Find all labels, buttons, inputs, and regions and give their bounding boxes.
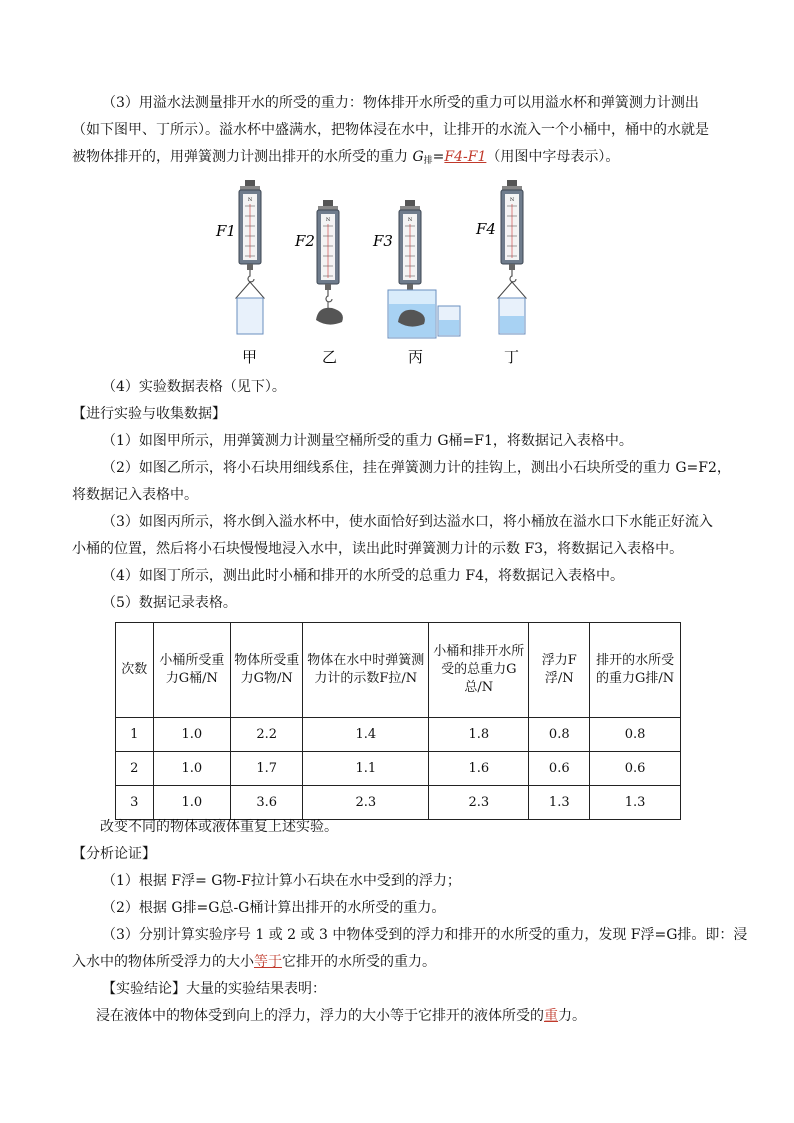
- step-5: （5）数据记录表格。: [102, 595, 237, 611]
- table-cell: 1.0: [153, 786, 231, 820]
- section-heading-conclusion: 【实验结论】大量的实验结果表明：: [102, 981, 326, 997]
- table-cell: 3: [116, 786, 154, 820]
- table-cell: 3.6: [231, 786, 303, 820]
- step-2b: 将数据记入表格中。: [72, 487, 198, 503]
- answer-f4-f1: F4-F1: [444, 149, 487, 165]
- table-row: [116, 752, 681, 786]
- label-f3: F3: [373, 232, 393, 250]
- table-cell: 2: [116, 752, 154, 786]
- spring-scale-4: [501, 180, 523, 282]
- label-f2: F2: [295, 232, 315, 250]
- analysis-3b-text: 入水中的物体所受浮力的大小: [72, 954, 254, 970]
- section-heading-experiment: 【进行实验与收集数据】: [72, 406, 226, 422]
- table-cell: 0.8: [590, 718, 681, 752]
- conclusion-end: 力。: [558, 1008, 586, 1024]
- equals: =: [432, 149, 445, 165]
- table-cell: 1.0: [153, 718, 231, 752]
- step-4: （4）如图丁所示，测出此时小桶和排开的水所受的总重力 F4，将数据记入表格中。: [102, 568, 624, 584]
- spring-scale-1: [239, 180, 261, 282]
- table-cell: 1: [116, 718, 154, 752]
- answer-dengyu: 等于: [254, 954, 282, 970]
- bucket-string-4: [498, 282, 526, 298]
- label-f4: F4: [476, 220, 496, 238]
- analysis-3b-end: 它排开的水所受的重力。: [282, 954, 436, 970]
- analysis-2: （2）根据 G排=G总-G桶计算出排开的水所受的重力。: [102, 900, 446, 916]
- step-3b: 小桶的位置，然后将小石块慢慢地浸入水中，读出此时弹簧测力计的示数 F3，将数据记入表格中。: [72, 541, 684, 557]
- step-1: （1）如图甲所示，用弹簧测力计测量空桶所受的重力 G桶=F1，将数据记入表格中。: [102, 433, 633, 449]
- analysis-1: （1）根据 F浮= G物-F拉计算小石块在水中受到的浮力；: [102, 873, 461, 889]
- para3-line3-end: （用图中字母表示）。: [486, 149, 620, 165]
- caption-bing: 丙: [408, 348, 424, 366]
- table-header-row: [116, 623, 681, 718]
- step-2a: （2）如图乙所示，将小石块用细线系住，挂在弹簧测力计的挂钩上，测出小石块所受的重力 G=F2，: [102, 460, 731, 476]
- table-header-cell: 物体在水中时弹簧测力计的示数F拉/N: [303, 623, 429, 718]
- table-cell: 2.2: [231, 718, 303, 752]
- table-cell: 0.6: [590, 752, 681, 786]
- bucket-4-water: [500, 316, 524, 333]
- table-cell: 1.3: [529, 786, 590, 820]
- table-header-cell: 小桶和排开水所受的总重力G总/N: [429, 623, 529, 718]
- stone-2: [316, 308, 343, 325]
- table-row: [116, 718, 681, 752]
- label-f1: F1: [216, 222, 236, 240]
- table-cell: 2.3: [303, 786, 429, 820]
- analysis-3a: （3）分别计算实验序号 1 或 2 或 3 中物体受到的浮力和排开的水所受的重力，发现 F浮=G排。即：浸: [102, 927, 748, 943]
- table-cell: 1.3: [590, 786, 681, 820]
- table-cell: 1.0: [153, 752, 231, 786]
- para3-line3-text: 被物体排开的，用弹簧测力计测出排开的水所受的重力: [72, 149, 413, 165]
- spring-scale-figure: N F1 F2 F3 F4 甲 乙 丙 丁: [200, 180, 560, 370]
- table-cell: 0.8: [529, 718, 590, 752]
- table-cell: 1.1: [303, 752, 429, 786]
- para3-line2: （如下图甲、丁所示）。溢水杯中盛满水，把物体浸在水中，让排开的水流入一个小桶中，桶中的水就是: [72, 122, 709, 138]
- spring-scale-3: [399, 200, 421, 302]
- table-cell: 0.6: [529, 752, 590, 786]
- table-cell: 2.3: [429, 786, 529, 820]
- bucket-string-1: [236, 282, 264, 298]
- g-symbol: G: [412, 149, 424, 165]
- bucket-3-water: [439, 320, 459, 335]
- para4: （4）实验数据表格（见下）。: [102, 379, 286, 395]
- table-cell: 1.6: [429, 752, 529, 786]
- section-heading-analysis: 【分析论证】: [72, 846, 156, 862]
- table-header-cell: 排开的水所受的重力G排/N: [590, 623, 681, 718]
- para3-line3: [72, 144, 722, 175]
- data-table: [115, 622, 681, 820]
- conclusion: [96, 1003, 746, 1030]
- spring-scale-2: [317, 200, 339, 302]
- step-3a: （3）如图丙所示，将水倒入溢水杯中，使水面恰好到达溢水口，将小桶放在溢水口下水能正好流入: [102, 514, 713, 530]
- table-header-cell: 物体所受重力G物/N: [231, 623, 303, 718]
- caption-yi: 乙: [322, 348, 338, 366]
- table-cell: 1.4: [303, 718, 429, 752]
- conclusion-text: 浸在液体中的物体受到向上的浮力，浮力的大小等于它排开的液体所受的: [96, 1008, 544, 1024]
- table-cell: 1.7: [231, 752, 303, 786]
- after-table-note: 改变不同的物体或液体重复上述实验。: [100, 819, 338, 835]
- table-cell: 1.8: [429, 718, 529, 752]
- g-sub: 排: [423, 156, 433, 166]
- caption-jia: 甲: [242, 348, 258, 366]
- caption-ding: 丁: [504, 348, 520, 366]
- table-header-cell: 浮力F浮/N: [529, 623, 590, 718]
- answer-zhong: 重: [544, 1008, 558, 1024]
- para3-line1: （3）用溢水法测量排开水的所受的重力：物体排开水所受的重力可以用溢水杯和弹簧测力计测出: [102, 95, 699, 111]
- table-header-cell: 小桶所受重力G桶/N: [153, 623, 231, 718]
- table-header-cell: 次数: [116, 623, 154, 718]
- analysis-3b: [72, 949, 722, 976]
- bucket-1: [237, 298, 263, 334]
